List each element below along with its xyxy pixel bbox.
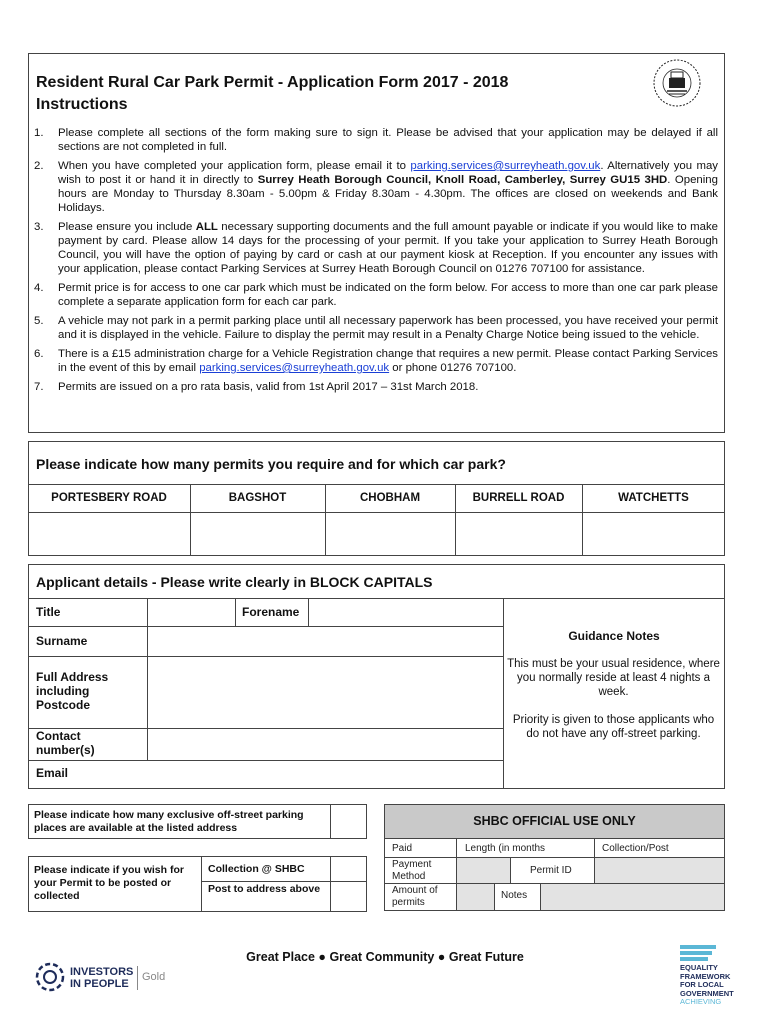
list-item: 2. When you have completed your application form, please email it to parking.services@surreyheath.gov.uk. Alternatively you may wish to post it or hand it in directly to Surrey Heath Borough Council, Knoll Road, Camberley, Surrey GU15 3HD. Opening hours are Monday to Thursday 8.30am - 5.00pm & Friday 8.30am - 4.30pm. The offices are closed on weekends and Bank Holidays. (34, 160, 718, 214)
collection-question: Please indicate if you wish for your Permit to be posted or collected (34, 864, 184, 902)
list-item: 6. There is a £15 administration charge for a Vehicle Registration change that requires a new permit. Please contact Parking Services in the event of this by email parking.services@surreyheath.gov.uk or phone 01276 707100. (34, 348, 718, 374)
address-label: Full Address including Postcode (36, 670, 109, 712)
title-label: Title (36, 605, 61, 619)
investors-gold-label: Gold (142, 971, 166, 983)
guidance-heading: Guidance Notes (568, 629, 660, 643)
equality-framework-logo: EQUALITY FRAMEWORK FOR LOCAL GOVERNMENT ACHIEVING (680, 963, 734, 1006)
list-item: 7. Permits are issued on a pro rata basis, valid from 1st April 2017 – 31st March 2018. (34, 381, 479, 393)
official-paid-label: Paid (392, 843, 413, 854)
contact-input[interactable] (148, 729, 502, 759)
list-item: 3. Please ensure you include ALL necessary supporting documents and the full amount payable or indicate if you would like to make payment by card. Please allow 14 days for the processing of your permit. If you take your application to Surrey Heath Borough Council, you will have the option of paying by card or cash at our payment kiosk at Reception. If you encounter any issues with your application, please contact Parking Services at Surrey Heath Borough Council on 01276 707100 for assistance. (34, 221, 718, 275)
car-park-portesbery: PORTESBERY ROAD (51, 492, 167, 504)
surname-label: Surname (36, 634, 88, 648)
official-notes-label: Notes (501, 890, 528, 901)
contact-label: Contact number(s) (36, 729, 95, 757)
permits-portesbery-input[interactable] (29, 513, 189, 555)
car-park-burrell-road: BURRELL ROAD (472, 492, 565, 504)
address-input[interactable] (148, 657, 502, 727)
instructions-list (34, 126, 718, 399)
permits-chobham-input[interactable] (326, 513, 454, 555)
official-permitid-label: Permit ID (530, 865, 572, 876)
guidance-note-priority: Priority is given to those applicants who do not have any off-street parking. (512, 714, 715, 740)
email-input[interactable] (148, 761, 502, 788)
applicant-heading: Applicant details - Please write clearly in BLOCK CAPITALS (36, 574, 433, 590)
investors-in-people-icon (34, 962, 66, 992)
official-payment-label: Payment Method (392, 859, 432, 882)
permits-heading: Please indicate how many permits you require and for which car park? (36, 456, 506, 472)
car-park-bagshot: BAGSHOT (228, 492, 287, 504)
forename-input[interactable] (309, 599, 502, 625)
council-seal-logo (652, 58, 702, 108)
post-checkbox[interactable] (331, 882, 366, 911)
page-title: Resident Rural Car Park Permit - Application Form 2017 - 2018 Instructions (36, 74, 509, 113)
permits-watchetts-input[interactable] (583, 513, 724, 555)
email-link[interactable]: parking.services@surreyheath.gov.uk (199, 362, 390, 374)
guidance-note-residence: This must be your usual residence, where you normally reside at least 4 nights a week. (507, 658, 720, 698)
official-use-heading: SHBC OFFICIAL USE ONLY (473, 814, 636, 828)
collection-checkbox[interactable] (331, 857, 366, 880)
surname-input[interactable] (148, 627, 502, 655)
car-park-chobham: CHOBHAM (359, 492, 421, 504)
official-length-label: Length (in months (465, 843, 546, 854)
email-link[interactable]: parking.services@surreyheath.gov.uk (410, 160, 601, 172)
email-label: Email (36, 766, 69, 780)
title-input[interactable] (148, 599, 234, 625)
list-item: 4. Permit price is for access to one car park which must be indicated on the form below. For access to more than one car park please complete a separate application form for each car park. (34, 282, 718, 308)
list-item: 5. A vehicle may not park in a permit parking place until all necessary paperwork has been processed, you have received your permit and it is displayed in the vehicle. Failure to display the permit may result in a Penalty Charge Notice being issued to the vehicle. (34, 315, 718, 341)
permits-bagshot-input[interactable] (191, 513, 324, 555)
footer-slogan: Great Place ● Great Community ● Great Future (246, 950, 524, 964)
permits-burrell-road-input[interactable] (456, 513, 581, 555)
offstreet-question: Please indicate how many exclusive off-street parking places are available at the listed address (34, 809, 304, 834)
official-collection-label: Collection/Post (602, 843, 669, 854)
equality-framework-icon (680, 945, 718, 963)
collection-option-label: Collection @ SHBC (208, 863, 305, 875)
car-park-watchetts: WATCHETTS (618, 492, 689, 504)
official-amount-label: Amount of permits (392, 885, 438, 908)
offstreet-count-input[interactable] (331, 805, 366, 838)
post-option-label: Post to address above (208, 883, 321, 895)
list-item: 1. Please complete all sections of the form making sure to sign it. Please be advised that your application may be delayed if all sections are not completed in full. (34, 127, 718, 153)
forename-label: Forename (242, 605, 300, 619)
investors-in-people-logo: INVESTORS IN PEOPLE (70, 966, 134, 990)
